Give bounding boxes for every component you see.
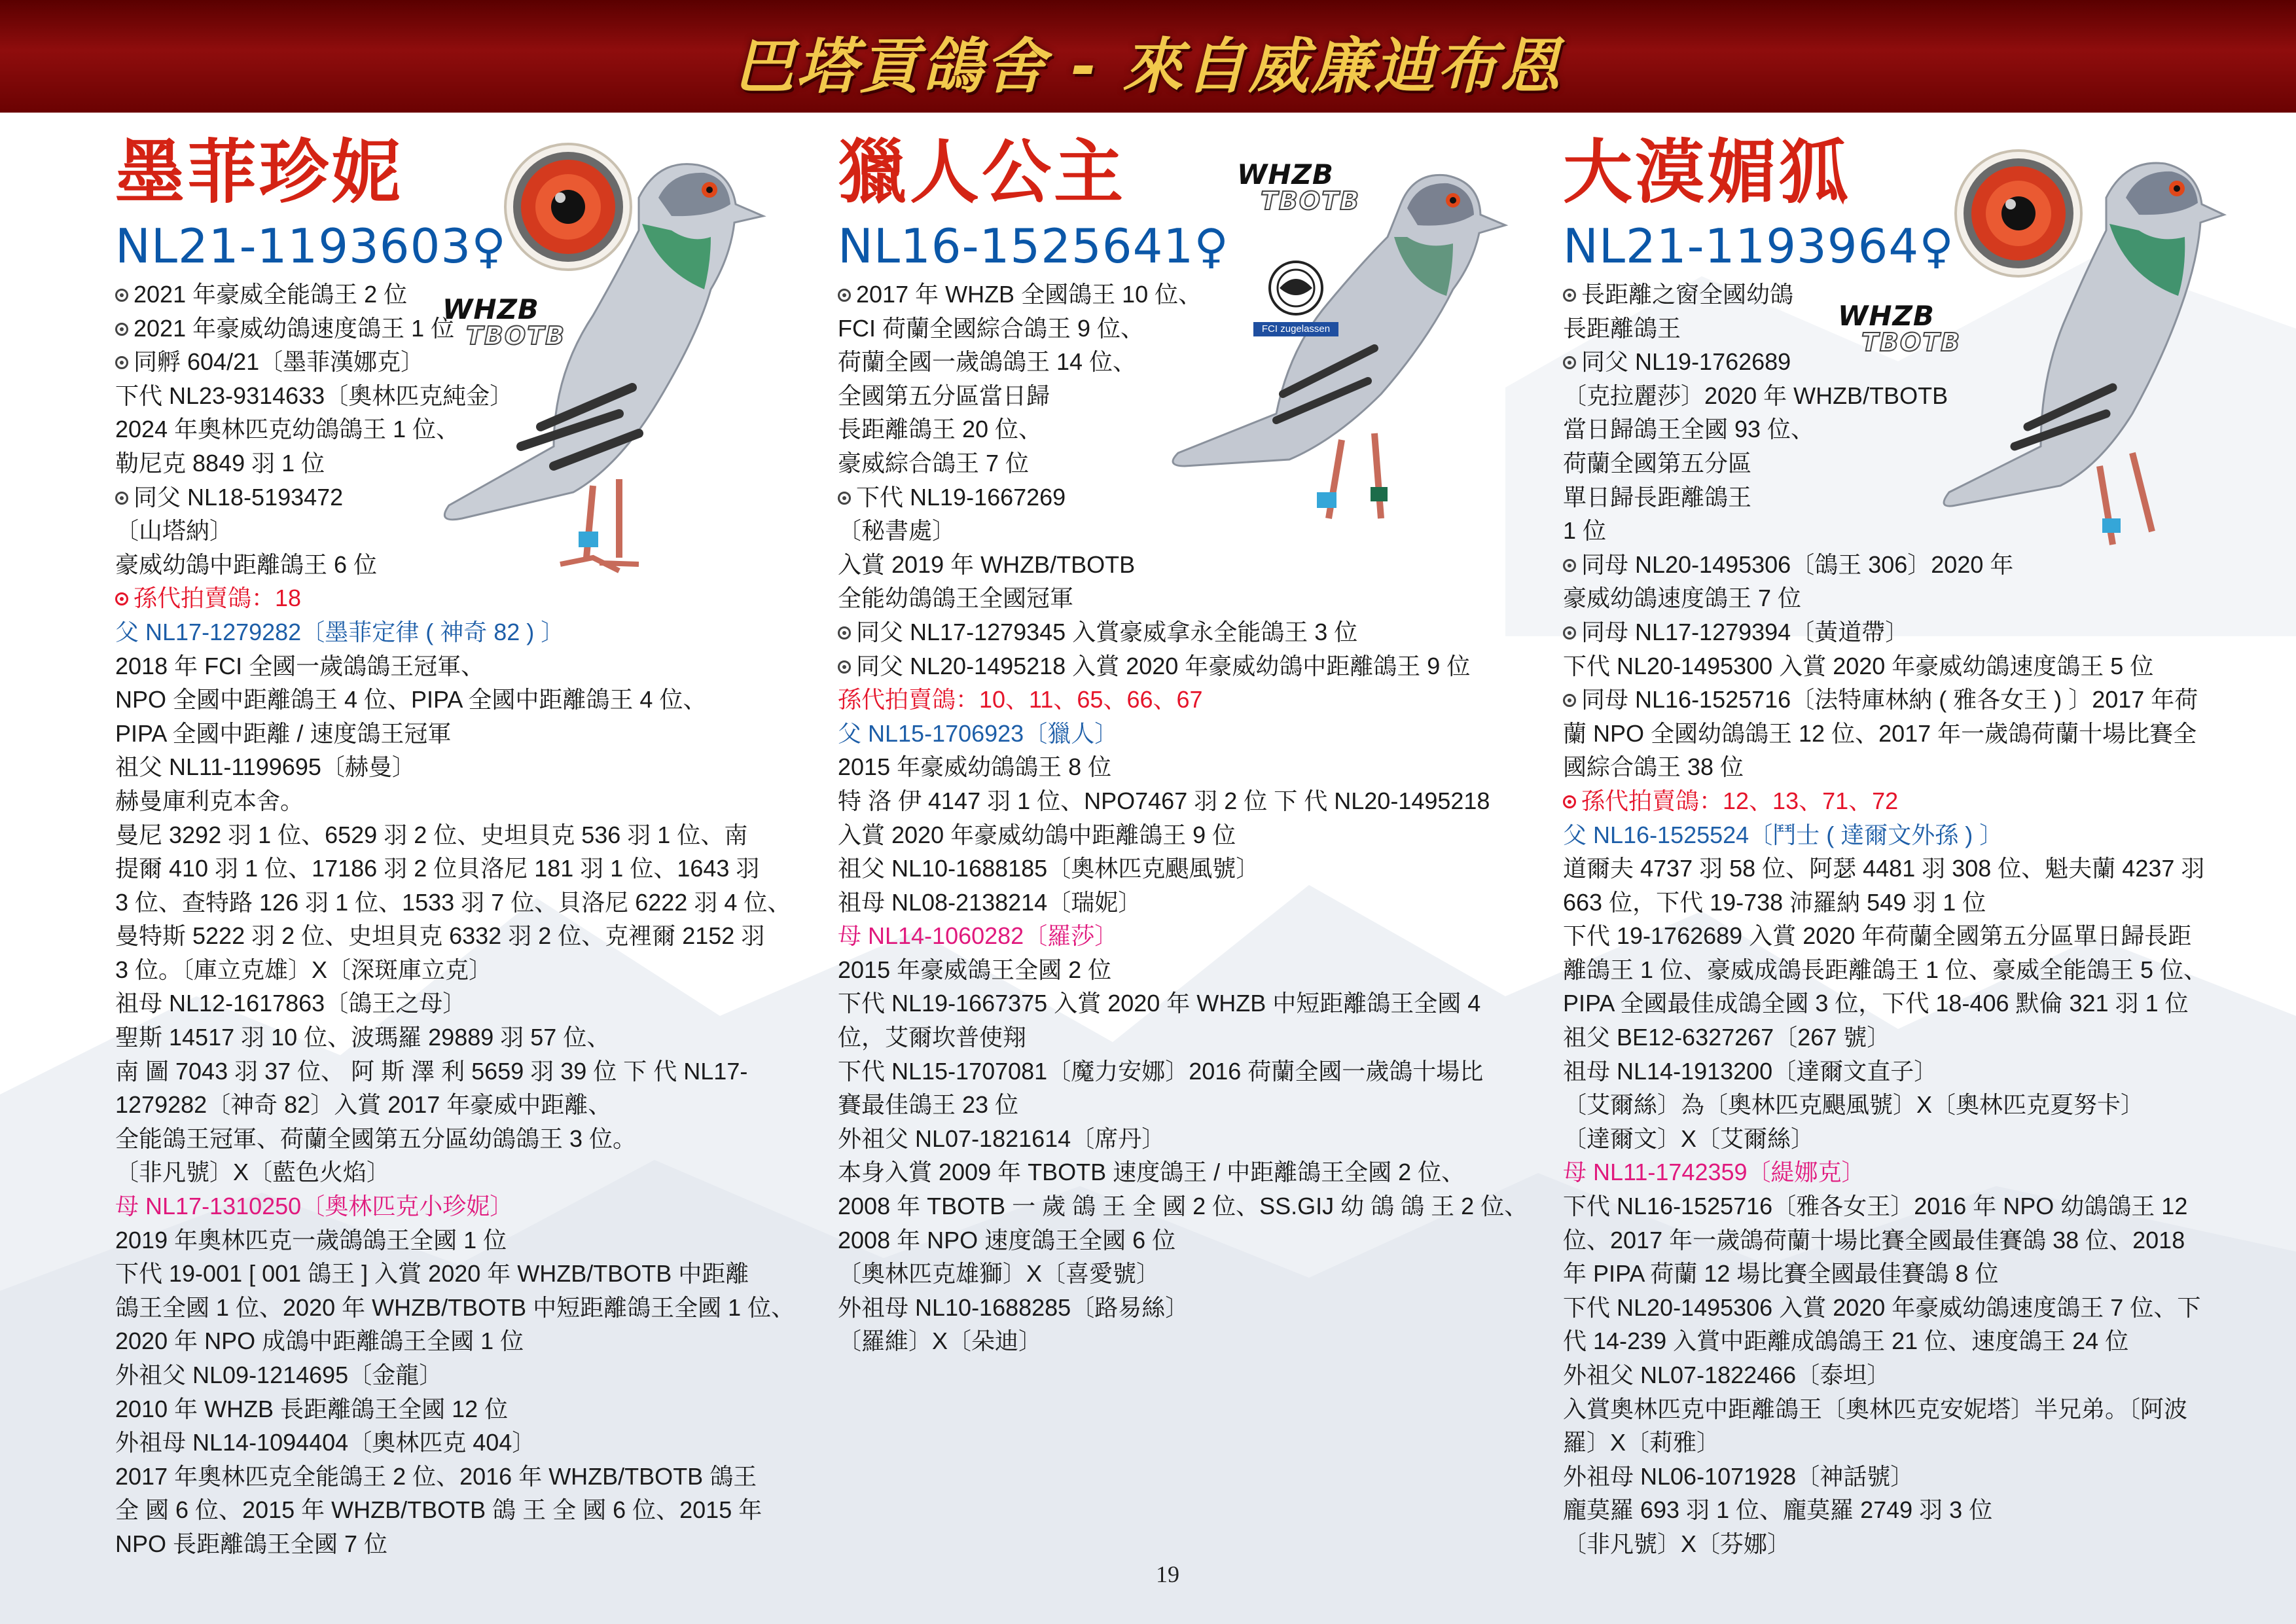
pedigree-line-text: 孫代拍賣鴿：18 [134,585,302,612]
pedigree-line-text: 同父 NL19-1762689 [1581,348,1791,376]
pedigree-line-text: 位，艾爾坎普使翔 [838,1024,1027,1051]
pedigree-line-text: 當日歸鴿王全國 93 位、 [1563,416,1815,443]
pedigree-line-text: 〔克拉麗莎〕2020 年 WHZB/TBOTB [1563,382,1948,409]
bullet-icon [115,323,128,336]
pedigree-line-text: NPO 長距離鴿王全國 7 位 [115,1530,388,1557]
pedigree-line-text: 父 NL17-1279282〔墨菲定律 ( 神奇 82 ) 〕 [115,618,565,645]
pedigree-line-text: 母 NL17-1310250〔奧林匹克小珍妮〕 [115,1193,514,1220]
pedigree-line-text: 2019 年奧林匹克一歲鴿鴿王全國 1 位 [115,1226,507,1254]
pedigree-line-text: 離鴿王 1 位、豪威成鴿長距離鴿王 1 位、豪威全能鴿王 5 位、 [1563,956,2208,983]
pedigree-line-text: 2008 年 NPO 速度鴿王全國 6 位 [838,1226,1176,1254]
pedigree-line [115,886,791,920]
pedigree-line-text: 赫曼庫利克本舍。 [115,787,304,814]
pedigree-line [838,649,1518,683]
pigeon-profile-2 [838,113,1528,1579]
pedigree-line-text: 豪威幼鴿速度鴿王 7 位 [1563,585,1802,612]
pedigree-line-text: 下代 NL19-1667269 [856,483,1066,511]
pedigree-line-text: 〔奧林匹克雄獅〕X〔喜愛號〕 [838,1260,1160,1288]
pedigree-line-text: 聖斯 14517 羽 10 位、波瑪羅 29889 羽 57 位、 [115,1024,611,1051]
pedigree-line-text: 曼特斯 5222 羽 2 位、史坦貝克 6332 羽 2 位、克裡爾 2152 羽 [115,922,765,950]
pedigree-line [838,683,1518,717]
pedigree-line-text: 下代 NL16-1525716〔雅各女王〕2016 年 NPO 幼鴿鴿王 12 [1563,1193,2188,1220]
pedigree-line-text: 本身入賞 2009 年 TBOTB 速度鴿王 / 中距離鴿王全國 2 位、 [838,1159,1465,1186]
pedigree-line-text: 全國第五分區當日歸 [838,382,1050,409]
pedigree-line [838,1055,1518,1089]
pedigree-line [838,919,1518,953]
pedigree-line [1563,852,2237,886]
pedigree-line-text: 父 NL16-1525524〔鬥士 ( 達爾文外孫 ) 〕 [1563,821,2003,848]
pedigree-line-text: 下代 NL20-1495306 入賞 2020 年豪威幼鴿速度鴿王 7 位、下 [1563,1293,2201,1321]
pedigree-line-text: 長距離鴿王 [1563,314,1681,342]
pedigree-line [115,1493,776,1527]
pedigree-line-text: 3 位。〔庫立克雄〕X〔深斑庫立克〕 [115,956,493,983]
pedigree-line [838,615,1518,649]
header-title: 巴塔貢鴿舍 - 來自威廉迪布恩 [733,31,1563,101]
pedigree-line [1563,1426,2237,1460]
pedigree-line-text: 下代 NL23-9314633〔奧林匹克純金〕 [115,382,514,409]
pedigree-line [115,750,776,784]
pigeon-name: 獵人公主 [838,132,1126,213]
pedigree-line-text: 同父 NL20-1495218 入賞 2020 年豪威幼鴿中距離鴿王 9 位 [856,652,1471,679]
pedigree-line-text: 豪威幼鴿中距離鴿王 6 位 [115,550,378,578]
bullet-icon [115,356,128,369]
fci-badge [1253,257,1338,336]
bullet-icon [1563,795,1576,808]
pedigree-line [115,986,776,1020]
pedigree-line [1563,1392,2237,1426]
pedigree-line [1563,818,2237,852]
pedigree-line-text: 母 NL14-1060282〔羅莎〕 [838,922,1119,950]
pedigree-line [1563,986,2237,1020]
pedigree-line [1563,649,2237,683]
fci-caption: FCI zugelassen [1253,322,1338,336]
pedigree-line [115,1189,776,1223]
pigeon-eye-1 [503,141,634,272]
pedigree-line [115,818,776,852]
pedigree-line-text: 提爾 410 羽 1 位、17186 羽 2 位貝洛尼 181 羽 1 位、1643 羽 [115,855,760,882]
ring-number: NL16-1525641♀ [838,219,1229,274]
pedigree-line-text: 〔非凡號〕X〔藍色火焰〕 [115,1159,391,1186]
pedigree-line [838,818,1518,852]
pedigree-line [1563,886,2237,920]
pedigree-line [838,986,1518,1020]
pedigree-line [1563,1122,2237,1156]
pedigree-line-text: 道爾夫 4737 羽 58 位、阿瑟 4481 羽 308 位、魁夫蘭 4237 羽 [1563,855,2205,882]
pedigree-line-text: 2021 年豪威全能鴿王 2 位 [134,281,408,308]
bullet-icon [115,592,128,605]
pedigree-line [1563,1527,2237,1561]
pedigree-line-text: 蘭 NPO 全國幼鴿鴿王 12 位、2017 年一歲鴿荷蘭十場比賽全 [1563,719,2197,747]
pedigree-line [1563,615,2237,649]
pedigree-line-text: 祖母 NL08-2138214〔瑞妮〕 [838,888,1142,916]
bullet-icon [1563,626,1576,640]
pedigree-line [838,1257,1518,1291]
pedigree-line-text: 羅〕X〔莉雅〕 [1563,1429,1721,1456]
pigeon-photo-2 [1165,152,1518,597]
pedigree-line-text: 荷蘭全國第五分區 [1563,449,1752,477]
whzb-logo-2 [1237,158,1361,215]
pedigree-line [838,1291,1518,1325]
bullet-icon [1563,694,1576,707]
pedigree-line-text: 2024 年奧林匹克幼鴿鴿王 1 位、 [115,416,460,443]
pedigree-line-text: 同母 NL20-1495306〔鴿王 306〕2020 年 [1581,550,2014,578]
pedigree-line [115,1055,776,1089]
pedigree-line-text: 全 國 6 位、2015 年 WHZB/TBOTB 鴿 王 全 國 6 位、2015 年 [115,1496,762,1524]
pigeon-profile-1 [115,113,795,1579]
logo-whzb-text: WHZB [1838,300,1935,332]
pedigree-line [115,1392,776,1426]
pedigree-line [115,649,776,683]
whzb-logo-1 [442,293,566,350]
pedigree-line-text: 1279282〔神奇 82〕入賞 2017 年豪威中距離、 [115,1091,612,1119]
pedigree-line-text: 南 圖 7043 羽 37 位、 阿 斯 澤 利 5659 羽 39 位 下 代 NL17- [115,1057,748,1085]
pedigree-line-text: 孫代拍賣鴿：10、11、65、66、67 [838,686,1203,713]
whzb-logo-3 [1838,302,1961,355]
pedigree-line-text: 母 NL11-1742359〔緹娜克〕 [1563,1159,1865,1186]
pigeon-name: 墨菲珍妮 [115,132,403,213]
pedigree-line-text: 2015 年豪威鴿王全國 2 位 [838,956,1112,983]
pedigree-line-text: 〔達爾文〕X〔艾爾絲〕 [1563,1125,1815,1152]
pedigree-line [115,683,776,717]
pedigree-line [838,1223,1518,1257]
logo-tbotb-text: TBOTB [1861,328,1962,357]
pedigree-line [115,784,776,818]
pedigree-line-text: 孫代拍賣鴿：12、13、71、72 [1581,787,1899,814]
pedigree-line [115,1088,776,1122]
pedigree-line-text: 同父 NL17-1279345 入賞豪威拿永全能鴿王 3 位 [856,618,1358,645]
pedigree-line-text: 〔山塔納〕 [115,517,234,545]
pedigree-line [1563,1291,2237,1325]
pedigree-line-text: 父 NL15-1706923〔獵人〕 [838,719,1119,747]
pedigree-line-text: 下代 19-001 [ 001 鴿王 ] 入賞 2020 年 WHZB/TBOTB 中距離 [115,1260,749,1288]
pedigree-line-text: 外祖母 NL14-1094404〔奧林匹克 404〕 [115,1429,536,1456]
pedigree-line-text: 2008 年 TBOTB 一 歲 鴿 王 全 國 2 位、SS.GIJ 幼 鴿 鴿 王 2 位、 [838,1193,1528,1220]
pedigree-line-text: 單日歸長距離鴿王 [1563,483,1752,511]
pedigree-line-text: 入賞奧林匹克中距離鴿王〔奧林匹克安妮塔〕半兄弟。〔阿波 [1563,1395,2188,1422]
pedigree-line [1563,1088,2237,1122]
pigeon-profile-3 [1563,113,2237,1579]
ring-number: NL21-1193603♀ [115,219,507,274]
bullet-icon [1563,356,1576,369]
pedigree-line-text: 〔秘書處〕 [838,517,956,545]
pedigree-line [838,1189,1528,1223]
pedigree-line [115,852,776,886]
pedigree-line [1563,1155,2237,1189]
bullet-icon [1563,289,1576,302]
pedigree-line [115,1460,776,1494]
pigeon-name: 大漠媚狐 [1563,132,1851,213]
pedigree-line [115,1358,776,1392]
pedigree-line [1563,1020,2237,1055]
pedigree-line-text: 全能幼鴿鴿王全國冠軍 [838,585,1074,612]
pedigree-line-text: 祖母 NL14-1913200〔達爾文直子〕 [1563,1057,1938,1085]
pedigree-line-text: PIPA 全國最佳成鴿全國 3 位，下代 18-406 默倫 321 羽 1 位 [1563,990,2189,1017]
pedigree-line-text: 下代 NL20-1495300 入賞 2020 年豪威幼鴿速度鴿王 5 位 [1563,652,2154,679]
pedigree-line-text: 祖母 NL12-1617863〔鴿王之母〕 [115,990,467,1017]
pedigree-line [838,750,1518,784]
pedigree-line [115,615,776,649]
pedigree-line-text: 同母 NL17-1279394〔黃道帶〕 [1581,618,1909,645]
logo-tbotb-text: TBOTB [466,321,566,350]
page-number: 19 [1156,1561,1179,1587]
pedigree-line-text: 〔羅維〕X〔朵迪〕 [838,1327,1043,1355]
pedigree-line [115,1122,776,1156]
pedigree-line-text: 長距離鴿王 20 位、 [838,416,1043,443]
pedigree-line-text: 長距離之窗全國幼鴿 [1581,281,1794,308]
bullet-icon [838,660,851,674]
pedigree-line-text: 祖父 NL11-1199695〔赫曼〕 [115,753,416,781]
pedigree-line [838,852,1518,886]
pedigree-line-text: 2018 年 FCI 全國一歲鴿鴿王冠軍、 [115,652,485,679]
pedigree-line-text: 特 洛 伊 4147 羽 1 位、NPO7467 羽 2 位 下 代 NL20-1495218 [838,787,1490,814]
pedigree-line-text: 位、2017 年一歲鴿荷蘭十場比賽全國最佳賽鴿 38 位、2018 [1563,1226,2185,1254]
pedigree-line [838,1020,1518,1055]
pedigree-line [1563,750,2237,784]
logo-whzb-text: WHZB [442,293,539,325]
pedigree-line-text: 國綜合鴿王 38 位 [1563,753,1744,781]
logo-tbotb-text: TBOTB [1261,187,1361,215]
pedigree-line-text: 663 位，下代 19-738 沛羅納 549 羽 1 位 [1563,888,1986,916]
pedigree-line-text: PIPA 全國中距離 / 速度鴿王冠軍 [115,719,452,747]
pedigree-line [115,919,776,953]
pedigree-line-text: 下代 NL15-1707081〔魔力安娜〕2016 荷蘭全國一歲鴿十場比 [838,1057,1484,1085]
pedigree-line-text: 入賞 2020 年豪威幼鴿中距離鴿王 9 位 [838,821,1236,848]
pedigree-line-text: 祖父 BE12-6327267〔267 號〕 [1563,1024,1891,1051]
pedigree-line [115,717,776,751]
pedigree-line [838,1324,1518,1358]
pedigree-line [115,1527,776,1561]
pedigree-line [115,1020,776,1055]
pedigree-line-text: 外祖母 NL10-1688285〔路易絲〕 [838,1293,1189,1321]
pedigree-line-text: 荷蘭全國一歲鴿鴿王 14 位、 [838,348,1137,376]
pedigree-line [838,886,1518,920]
pedigree-line-text: 2017 年奧林匹克全能鴿王 2 位、2016 年 WHZB/TBOTB 鴿王 [115,1462,757,1490]
pedigree-line-text: 年 PIPA 荷蘭 12 場比賽全國最佳賽鴿 8 位 [1563,1260,1999,1288]
bullet-icon [115,492,128,505]
pigeon-eye-3 [1953,148,2084,279]
bullet-icon [838,492,851,505]
pedigree-line [1563,717,2237,751]
header-banner [0,0,2296,113]
pedigree-line [1563,1358,2237,1392]
pedigree-line [838,717,1518,751]
pedigree-line-text: 賽最佳鴿王 23 位 [838,1091,1019,1119]
pedigree-line [838,953,1518,987]
pedigree-line [1563,784,2237,818]
bullet-icon [838,289,851,302]
pedigree-line-text: 2021 年豪威幼鴿速度鴿王 1 位 [134,314,455,342]
pedigree-line-text: 2017 年 WHZB 全國鴿王 10 位、 [856,281,1202,308]
pedigree-line [1563,953,2237,987]
pedigree-line-text: 同孵 604/21〔墨菲漢娜克〕 [134,348,425,376]
pedigree-line-text: 〔非凡號〕X〔芬娜〕 [1563,1530,1791,1557]
pedigree-line [115,1223,776,1257]
pedigree-line [838,784,1518,818]
pedigree-line [115,1426,776,1460]
pedigree-line-text: 同父 NL18-5193472 [134,483,344,511]
pedigree-line-text: 曼尼 3292 羽 1 位、6529 羽 2 位、史坦貝克 536 羽 1 位、南 [115,821,748,848]
bullet-icon [115,289,128,302]
pedigree-line [115,1155,776,1189]
pedigree-line [1563,1493,2237,1527]
pedigree-line-text: 豪威綜合鴿王 7 位 [838,449,1030,477]
pedigree-line-text: 下代 NL19-1667375 入賞 2020 年 WHZB 中短距離鴿王全國 4 [838,990,1481,1017]
pedigree-line-text: 代 14-239 入賞中距離成鴿鴿王 21 位、速度鴿王 24 位 [1563,1327,2129,1355]
pedigree-line-text: 龐莫羅 693 羽 1 位、龐莫羅 2749 羽 3 位 [1563,1496,1993,1524]
pedigree-line-text: 鴿王全國 1 位、2020 年 WHZB/TBOTB 中短距離鴿王全國 1 位、 [115,1293,795,1321]
pedigree-line [1563,919,2237,953]
pedigree-line-text: 1 位 [1563,517,1607,545]
pedigree-line [1563,1257,2237,1291]
pedigree-line-text: 外祖父 NL07-1821614〔席丹〕 [838,1125,1166,1152]
pedigree-line [1563,1055,2237,1089]
pedigree-line [115,953,776,987]
pedigree-line-text: 同母 NL16-1525716〔法特庫林納 ( 雅各女王 ) 〕2017 年荷 [1581,686,2198,713]
pedigree-line-text: 外祖父 NL09-1214695〔金龍〕 [115,1362,443,1388]
pedigree-line [1563,1223,2237,1257]
logo-whzb-text: WHZB [1237,158,1334,190]
pedigree-line [1563,1324,2237,1358]
pedigree-line-text: 入賞 2019 年 WHZB/TBOTB [838,550,1136,578]
pedigree-line-text: 2015 年豪威幼鴿鴿王 8 位 [838,753,1112,781]
bullet-icon [838,626,851,640]
pedigree-line-text: 〔艾爾絲〕為〔奧林匹克颶風號〕X〔奧林匹克夏努卡〕 [1563,1091,2145,1119]
pedigree-line-text: 外祖父 NL07-1822466〔泰坦〕 [1563,1362,1891,1388]
pedigree-line-text: FCI 荷蘭全國綜合鴿王 9 位、 [838,314,1145,342]
pedigree-line [1563,1189,2237,1223]
pedigree-line [1563,1460,2237,1494]
pedigree-line [838,1155,1518,1189]
pedigree-line-text: 祖父 NL10-1688185〔奧林匹克颶風號〕 [838,855,1260,882]
pedigree-line [838,1122,1518,1156]
pedigree-line-text: 3 位、查特路 126 羽 1 位、1533 羽 7 位、貝洛尼 6222 羽 4 位、 [115,888,791,916]
pedigree-line [1563,683,2237,717]
pedigree-line [115,1257,776,1291]
pedigree-line-text: 下代 19-1762689 入賞 2020 年荷蘭全國第五分區單日歸長距 [1563,922,2192,950]
ring-number: NL21-1193964♀ [1563,219,1954,274]
pedigree-line-text: 全能鴿王冠軍、荷蘭全國第五分區幼鴿鴿王 3 位。 [115,1125,637,1152]
pedigree-line [115,1291,795,1325]
pedigree-line-text: 2010 年 WHZB 長距離鴿王全國 12 位 [115,1395,509,1422]
pedigree-line [838,1088,1518,1122]
pedigree-line-text: NPO 全國中距離鴿王 4 位、PIPA 全國中距離鴿王 4 位、 [115,686,707,713]
pedigree-line-text: 勒尼克 8849 羽 1 位 [115,449,325,477]
pedigree-line [115,1324,776,1358]
pedigree-line-text: 外祖母 NL06-1071928〔神話號〕 [1563,1462,1914,1490]
bullet-icon [1563,559,1576,572]
fci-emblem-icon [1253,257,1338,319]
pedigree-line-text: 2020 年 NPO 成鴿中距離鴿王全國 1 位 [115,1327,524,1355]
